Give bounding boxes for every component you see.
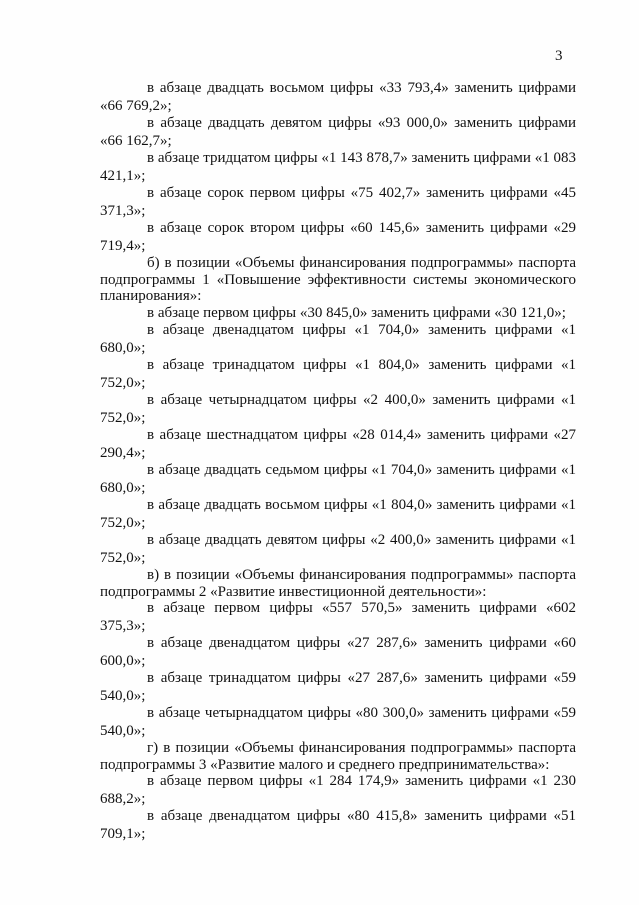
paragraph: в абзаце сорок втором цифры «60 145,6» заменить цифрами «29 719,4»; [100,220,576,254]
paragraph: в абзаце тридцатом цифры «1 143 878,7» заменить цифрами «1 083 421,1»; [100,150,576,184]
paragraph: в абзаце четырнадцатом цифры «2 400,0» заменить цифрами «1 752,0»; [100,392,576,426]
paragraph: в абзаце двадцать восьмом цифры «33 793,4» заменить цифрами «66 769,2»; [100,80,576,114]
paragraph: в абзаце двадцать девятом цифры «93 000,0» заменить цифрами «66 162,7»; [100,115,576,149]
paragraph: в абзаце двадцать восьмом цифры «1 804,0» заменить цифрами «1 752,0»; [100,497,576,531]
paragraph: в абзаце двадцать девятом цифры «2 400,0» заменить цифрами «1 752,0»; [100,532,576,566]
paragraph: в абзаце двенадцатом цифры «27 287,6» заменить цифрами «60 600,0»; [100,635,576,669]
paragraph: в абзаце двенадцатом цифры «80 415,8» заменить цифрами «51 709,1»; [100,808,576,842]
paragraph: в абзаце шестнадцатом цифры «28 014,4» заменить цифрами «27 290,4»; [100,427,576,461]
paragraph: в абзаце первом цифры «1 284 174,9» заменить цифрами «1 230 688,2»; [100,773,576,807]
paragraph: в абзаце четырнадцатом цифры «80 300,0» заменить цифрами «59 540,0»; [100,705,576,739]
paragraph: в абзаце тринадцатом цифры «27 287,6» заменить цифрами «59 540,0»; [100,670,576,704]
section-heading-v: в) в позиции «Объемы финансирования подпрограммы» паспорта подпрограммы 2 «Развитие инвестиционной деятельности»: [100,567,576,600]
paragraph: в абзаце первом цифры «30 845,0» заменить цифрами «30 121,0»; [147,304,566,321]
paragraph: в абзаце тринадцатом цифры «1 804,0» заменить цифрами «1 752,0»; [100,357,576,391]
page-number: 3 [555,48,563,64]
document-body [100,80,576,843]
paragraph: в абзаце сорок первом цифры «75 402,7» заменить цифрами «45 371,3»; [100,185,576,219]
section-heading-b: б) в позиции «Объемы финансирования подпрограммы» паспорта подпрограммы 1 «Повышение эффективности системы экономического планирования»: [100,255,576,304]
paragraph: в абзаце первом цифры «557 570,5» заменить цифрами «602 375,3»; [100,600,576,634]
paragraph: в абзаце двенадцатом цифры «1 704,0» заменить цифрами «1 680,0»; [100,322,576,356]
section-heading-g: г) в позиции «Объемы финансирования подпрограммы» паспорта подпрограммы 3 «Развитие малого и среднего предпринимательства»: [100,740,576,773]
paragraph: в абзаце двадцать седьмом цифры «1 704,0» заменить цифрами «1 680,0»; [100,462,576,496]
